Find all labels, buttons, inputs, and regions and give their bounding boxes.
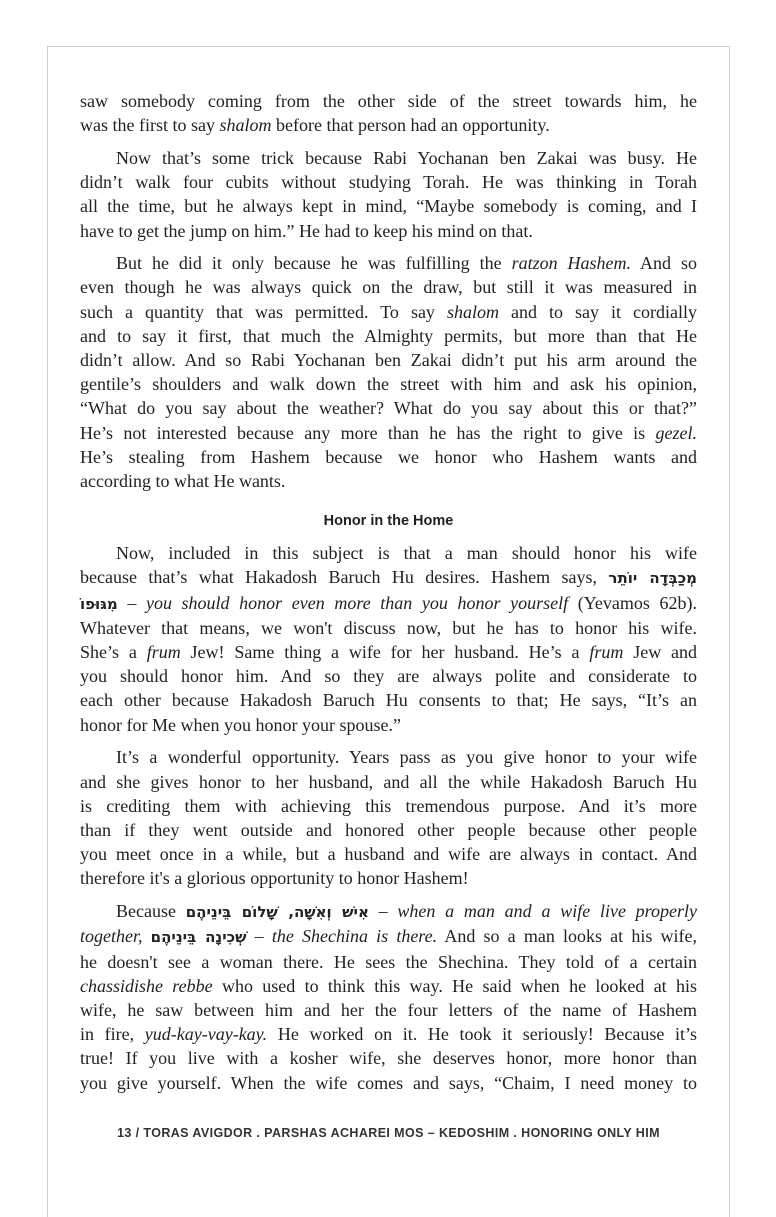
text-line bbox=[80, 565, 697, 590]
text-segment bbox=[143, 926, 151, 946]
text-segment: wife, he saw between him and her the four letters of the name of Hashem bbox=[80, 999, 697, 1020]
italic-text: the Shechina is there. bbox=[271, 926, 438, 947]
text-segment: saw somebody coming from the other side of the street towards him, he bbox=[80, 91, 697, 111]
hebrew-text: מִגּוּפוֹ bbox=[80, 594, 118, 613]
italic-text: you should honor even more than you honor yourself bbox=[145, 592, 569, 613]
text-segment: in fire, bbox=[80, 1024, 145, 1045]
text-segment: and to say it first, that much the Almighty permits, but more than that He bbox=[80, 325, 697, 346]
paragraph bbox=[80, 89, 697, 137]
text-line bbox=[80, 89, 697, 113]
text-line bbox=[80, 745, 697, 769]
text-line bbox=[80, 445, 697, 469]
hebrew-text: שְׁכִינָה בֵּינֵיהֶם bbox=[150, 928, 247, 947]
hebrew-text: מְכַבְּדָה יוֹתֵר bbox=[608, 569, 698, 588]
text-line bbox=[80, 372, 697, 396]
text-segment: And so bbox=[631, 253, 697, 274]
text-segment: didn’t walk four cubits without studying Torah. He was thinking in Torah bbox=[80, 172, 697, 193]
italic-text: when a man and a wife live properly bbox=[397, 901, 698, 922]
text-segment: even though he was always quick on the draw, but still it was measured in bbox=[80, 277, 697, 298]
text-line bbox=[80, 194, 697, 218]
text-segment: who used to think this way. He said when he looked at his bbox=[212, 975, 698, 996]
text-segment: all the time, but he always kept in mind, “Maybe somebody is coming, and I bbox=[80, 196, 697, 217]
text-line bbox=[80, 950, 697, 974]
italic-text: shalom bbox=[219, 115, 272, 136]
text-segment: – bbox=[246, 926, 272, 947]
text-line bbox=[80, 396, 697, 420]
text-line bbox=[80, 899, 697, 924]
text-segment: have to get the jump on him.” He had to keep his mind on that. bbox=[80, 220, 533, 241]
text-segment: Jew! Same thing a wife for her husband. He’s a bbox=[180, 642, 590, 663]
section-heading: Honor in the Home bbox=[323, 513, 454, 530]
text-line bbox=[80, 1071, 697, 1095]
text-line bbox=[80, 591, 697, 616]
text-segment: and she gives honor to her husband, and all the while Hakadosh Baruch Hu bbox=[80, 771, 697, 792]
text-line bbox=[80, 640, 697, 664]
text-segment: Whatever that means, we won't discuss now, but he has to honor his wife. bbox=[80, 617, 697, 638]
text-line bbox=[80, 616, 697, 640]
text-segment: He’s not interested because any more than he has the right to give is bbox=[80, 422, 656, 443]
text-segment: you should honor him. And so they are always polite and considerate to bbox=[80, 666, 697, 687]
text-segment: didn’t allow. And so Rabi Yochanan ben Zakai didn’t put his arm around the bbox=[80, 350, 697, 371]
text-segment: is crediting them with achieving this tremendous purpose. And it’s more bbox=[80, 795, 697, 816]
text-line bbox=[80, 866, 697, 890]
text-segment: Jew and bbox=[623, 642, 698, 663]
text-segment: true! If you live with a kosher wife, she deserves honor, more honor than bbox=[80, 1048, 697, 1069]
text-line bbox=[80, 324, 697, 348]
paragraph bbox=[80, 745, 697, 890]
text-line bbox=[80, 541, 697, 565]
paragraph bbox=[80, 146, 697, 243]
hebrew-text: אִישׁ וְאִשָּׁה, שָׁלוֹם בֵּינֵיהֶם bbox=[185, 903, 369, 922]
text-segment: he doesn't see a woman there. He sees the Shechina. They told of a certain bbox=[80, 951, 697, 972]
text-segment: He worked on it. He took it seriously! Because it’s bbox=[267, 1024, 697, 1045]
text-segment: He’s stealing from Hashem because we honor who Hashem wants and bbox=[80, 446, 697, 467]
text-line bbox=[80, 113, 697, 137]
text-segment: Because bbox=[116, 901, 186, 922]
text-line bbox=[80, 770, 697, 794]
text-segment: gentile’s shoulders and walk down the street with him and ask his opinion, bbox=[80, 374, 697, 395]
text-segment: therefore it's a glorious opportunity to honor Hashem! bbox=[80, 868, 469, 889]
italic-text: shalom bbox=[446, 301, 499, 322]
italic-text: ratzon Hashem. bbox=[511, 253, 632, 274]
text-segment: you meet once in a while, but a husband and wife are always in contact. And bbox=[80, 844, 697, 865]
italic-text: frum bbox=[589, 642, 624, 663]
paragraph bbox=[80, 251, 697, 493]
text-line bbox=[80, 664, 697, 688]
text-segment: It’s a wonderful opportunity. Years pass as you give honor to your wife bbox=[116, 747, 697, 768]
page-body bbox=[80, 89, 697, 1103]
italic-text: together, bbox=[80, 926, 143, 947]
text-line bbox=[80, 688, 697, 712]
text-segment: (Yevamos 62b). bbox=[568, 592, 697, 613]
text-segment: Now that’s some trick because Rabi Yochanan ben Zakai was busy. He bbox=[116, 147, 697, 168]
text-segment: you give yourself. When the wife comes and says, “Chaim, I need money to bbox=[80, 1072, 697, 1093]
text-line bbox=[80, 219, 697, 243]
text-segment: was the first to say bbox=[80, 115, 220, 136]
text-line bbox=[80, 348, 697, 372]
text-segment: “What do you say about the weather? What do you say about this or that?” bbox=[80, 398, 697, 419]
italic-text: yud-kay-vay-kay. bbox=[144, 1024, 268, 1045]
text-segment: than if they went outside and honored other people because other people bbox=[80, 819, 697, 840]
text-line bbox=[80, 469, 697, 493]
text-segment: before that person had an opportunity. bbox=[271, 115, 550, 136]
text-segment: But he did it only because he was fulfilling the bbox=[116, 253, 512, 274]
text-segment: and to say it cordially bbox=[498, 301, 697, 322]
text-line bbox=[80, 146, 697, 170]
paragraph bbox=[80, 541, 697, 737]
text-line bbox=[80, 170, 697, 194]
text-line bbox=[80, 842, 697, 866]
text-segment: because that’s what Hakadosh Baruch Hu desires. Hashem says, bbox=[80, 567, 609, 588]
text-segment: according to what He wants. bbox=[80, 471, 286, 492]
italic-text: chassidishe rebbe bbox=[80, 975, 213, 996]
text-segment: She’s a bbox=[80, 642, 147, 663]
text-line bbox=[80, 421, 697, 445]
text-line bbox=[80, 275, 697, 299]
text-line bbox=[80, 794, 697, 818]
text-segment: And so a man looks at his wife, bbox=[437, 926, 697, 947]
text-line bbox=[80, 713, 697, 737]
text-segment: such a quantity that was permitted. To say bbox=[80, 301, 447, 322]
italic-text: gezel. bbox=[655, 422, 697, 443]
text-line bbox=[80, 924, 697, 949]
text-segment: – bbox=[117, 592, 146, 613]
text-segment: Now, included in this subject is that a man should honor his wife bbox=[116, 543, 697, 564]
text-line bbox=[80, 998, 697, 1022]
text-line bbox=[80, 974, 697, 998]
text-line bbox=[80, 1046, 697, 1070]
text-line bbox=[80, 251, 697, 275]
text-segment: honor for Me when you honor your spouse.” bbox=[80, 714, 401, 735]
page-footer: 13 / TORAS AVIGDOR . PARSHAS ACHAREI MOS – KEDOSHIM . HONORING ONLY HIM bbox=[117, 1126, 660, 1140]
paragraph bbox=[80, 899, 697, 1095]
text-line bbox=[80, 818, 697, 842]
text-line bbox=[80, 300, 697, 324]
italic-text: frum bbox=[146, 642, 181, 663]
text-segment: – bbox=[368, 901, 398, 922]
text-line bbox=[80, 1022, 697, 1046]
text-segment: each other because Hakadosh Baruch Hu consents to that; He says, “It’s an bbox=[80, 690, 697, 711]
